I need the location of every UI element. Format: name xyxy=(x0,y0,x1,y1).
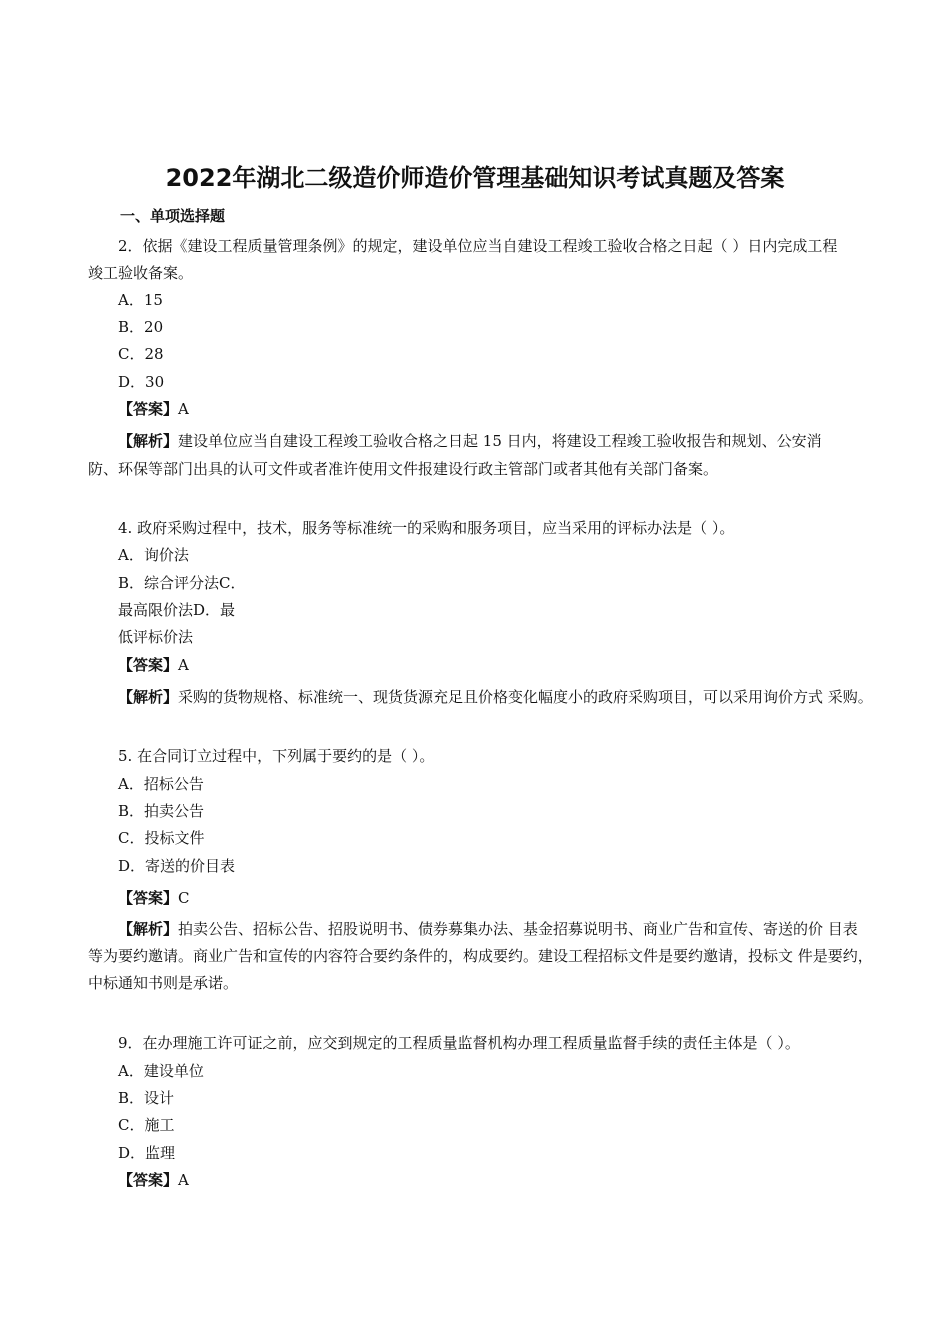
answer-line xyxy=(118,888,190,908)
answer-line xyxy=(118,1170,189,1190)
option: A．建设单位 xyxy=(118,1062,204,1080)
answer-tag: 【答案】 xyxy=(118,400,179,418)
analysis-line xyxy=(118,687,873,707)
answer-value: A xyxy=(178,400,189,418)
analysis-text-cont: 等为要约邀请。商业广告和宣传的内容符合要约条件的，构成要约。建设工程招标文件是要约邀请，投标文 件是要约， xyxy=(88,947,873,965)
option: B．综合评分法C． xyxy=(118,574,246,592)
option: B．设计 xyxy=(118,1089,175,1107)
option: 低评标价法 xyxy=(118,628,194,646)
option: 最高限价法D．最 xyxy=(118,601,236,619)
answer-tag: 【答案】 xyxy=(118,889,179,907)
answer-value: A xyxy=(178,1171,189,1189)
analysis-line xyxy=(118,431,822,451)
question-stem: 9．在办理施工许可证之前，应交到规定的工程质量监督机构办理工程质量监督手续的责任主体是（ ）。 xyxy=(118,1034,800,1052)
option: B．拍卖公告 xyxy=(118,802,205,820)
answer-tag: 【答案】 xyxy=(118,1171,179,1189)
option: A．询价法 xyxy=(118,546,189,564)
analysis-text: 拍卖公告、招标公告、招股说明书、债券募集办法、基金招募说明书、商业广告和宣传、寄送的价 目表 xyxy=(178,920,858,938)
option: B．20 xyxy=(118,318,164,336)
analysis-line xyxy=(118,919,858,939)
question-stem: 4. 政府采购过程中，技术，服务等标准统一的采购和服务项目，应当采用的评标办法是（ ）。 xyxy=(118,519,735,537)
question-stem: 5. 在合同订立过程中，下列属于要约的是（ ）。 xyxy=(118,747,435,765)
answer-tag: 【答案】 xyxy=(118,656,179,674)
page-title: 2022年湖北二级造价师造价管理基础知识考试真题及答案 xyxy=(165,164,785,192)
analysis-text-cont: 防、环保等部门出具的认可文件或者准许使用文件报建设行政主管部门或者其他有关部门备案。 xyxy=(88,460,719,478)
option: C．投标文件 xyxy=(118,829,205,847)
option: D．寄送的价目表 xyxy=(118,857,236,875)
analysis-text: 采购的货物规格、标准统一、现货货源充足且价格变化幅度小的政府采购项目，可以采用询价方式 采购。 xyxy=(178,688,873,706)
option: D．30 xyxy=(118,373,165,391)
answer-line xyxy=(118,399,189,419)
question-stem: 2．依据《建设工程质量管理条例》的规定，建设单位应当自建设工程竣工验收合格之日起（ ）日内完成工程 xyxy=(118,237,838,255)
answer-value: C xyxy=(178,889,190,907)
option: C．28 xyxy=(118,345,164,363)
analysis-tag: 【解析】 xyxy=(118,432,179,450)
answer-value: A xyxy=(178,656,189,674)
analysis-tag: 【解析】 xyxy=(118,688,179,706)
question-stem-cont: 竣工验收备案。 xyxy=(88,264,194,282)
analysis-tag: 【解析】 xyxy=(118,920,179,938)
answer-line xyxy=(118,655,189,675)
option: A．招标公告 xyxy=(118,775,204,793)
analysis-text: 建设单位应当自建设工程竣工验收合格之日起 15 日内，将建设工程竣工验收报告和规划、公安消 xyxy=(178,432,822,450)
option: D．监理 xyxy=(118,1144,176,1162)
section-heading: 一、单项选择题 xyxy=(120,207,226,225)
option: C．施工 xyxy=(118,1116,175,1134)
option: A．15 xyxy=(118,291,163,309)
analysis-text-cont: 中标通知书则是承诺。 xyxy=(88,974,239,992)
